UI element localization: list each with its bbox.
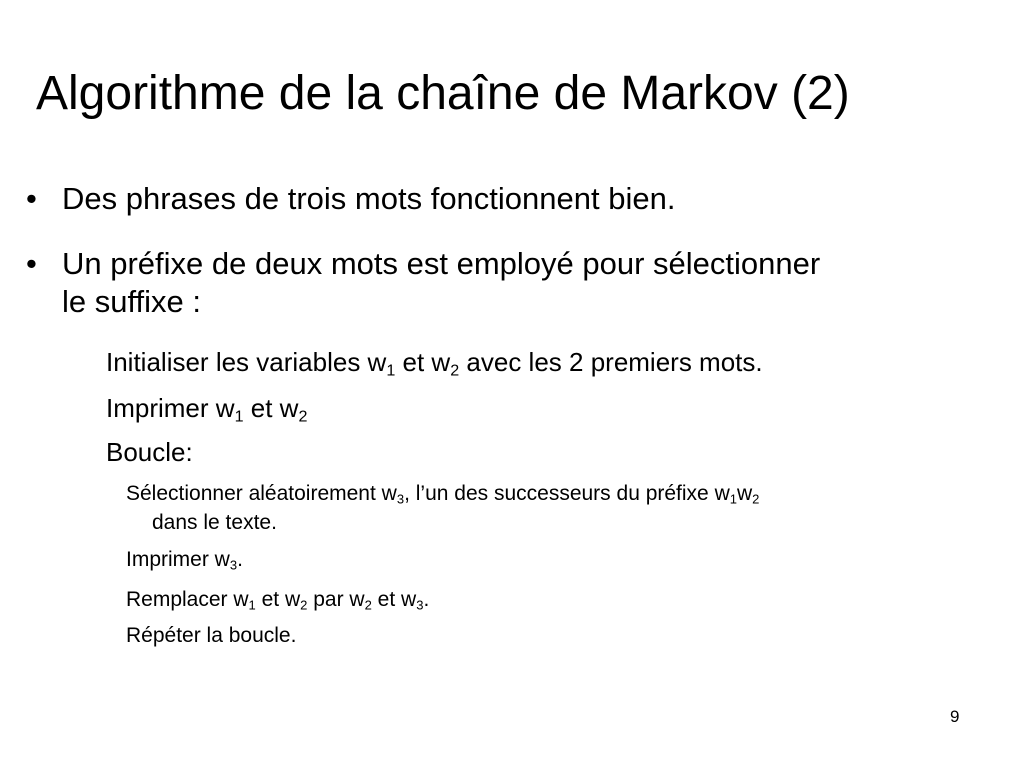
loop-step-repeat: Répéter la boucle. [126, 624, 297, 647]
subscript: 1 [234, 407, 244, 426]
subscript: 1 [248, 597, 256, 613]
text-segment: Imprimer w [106, 393, 235, 423]
text-segment: par w [307, 588, 365, 611]
text-segment: avec les 2 premiers mots. [459, 347, 763, 377]
bullet-marker: • [26, 181, 37, 216]
subscript: 2 [298, 407, 308, 426]
loop-step-select-continuation: dans le texte. [152, 511, 277, 534]
subscript: 1 [386, 361, 396, 380]
text-segment: et w [395, 347, 451, 377]
loop-step-replace [126, 586, 429, 614]
text-segment: et w [371, 588, 417, 611]
subscript: 1 [729, 491, 737, 507]
text-segment: . [423, 588, 430, 611]
subscript: 2 [752, 491, 760, 507]
subscript: 2 [364, 597, 372, 613]
text-segment: Remplacer w [126, 588, 249, 611]
page-number: 9 [950, 707, 960, 726]
text-segment: Initialiser les variables w [106, 347, 387, 377]
subscript: 2 [450, 361, 460, 380]
step-loop: Boucle: [106, 437, 193, 467]
bullet-text-line-2: le suffixe : [62, 284, 202, 319]
step-initialise [106, 346, 763, 378]
bullet-text-line-1: Un préfixe de deux mots est employé pour sélectionner [62, 246, 821, 281]
subscript: 3 [396, 491, 405, 507]
text-segment: Sélectionner aléatoirement w [126, 482, 397, 505]
text-segment: , l’un des successeurs du préfixe w [404, 482, 730, 505]
text-segment: Imprimer w [126, 548, 230, 571]
subscript: 3 [229, 557, 238, 573]
loop-step-select [126, 480, 759, 508]
loop-step-print-w3 [126, 546, 243, 574]
text-segment: . [237, 548, 243, 571]
bullet-text: Des phrases de trois mots fonctionnent bien. [62, 181, 676, 216]
text-segment: et w [243, 393, 299, 423]
bullet-text [62, 245, 820, 321]
slide-title: Algorithme de la chaîne de Markov (2) [36, 67, 850, 120]
subscript: 2 [300, 597, 308, 613]
text-segment: et w [255, 588, 301, 611]
text-segment: w [736, 482, 753, 505]
subscript: 3 [416, 597, 424, 613]
bullet-marker: • [26, 246, 37, 281]
step-print-w1-w2 [106, 392, 307, 424]
